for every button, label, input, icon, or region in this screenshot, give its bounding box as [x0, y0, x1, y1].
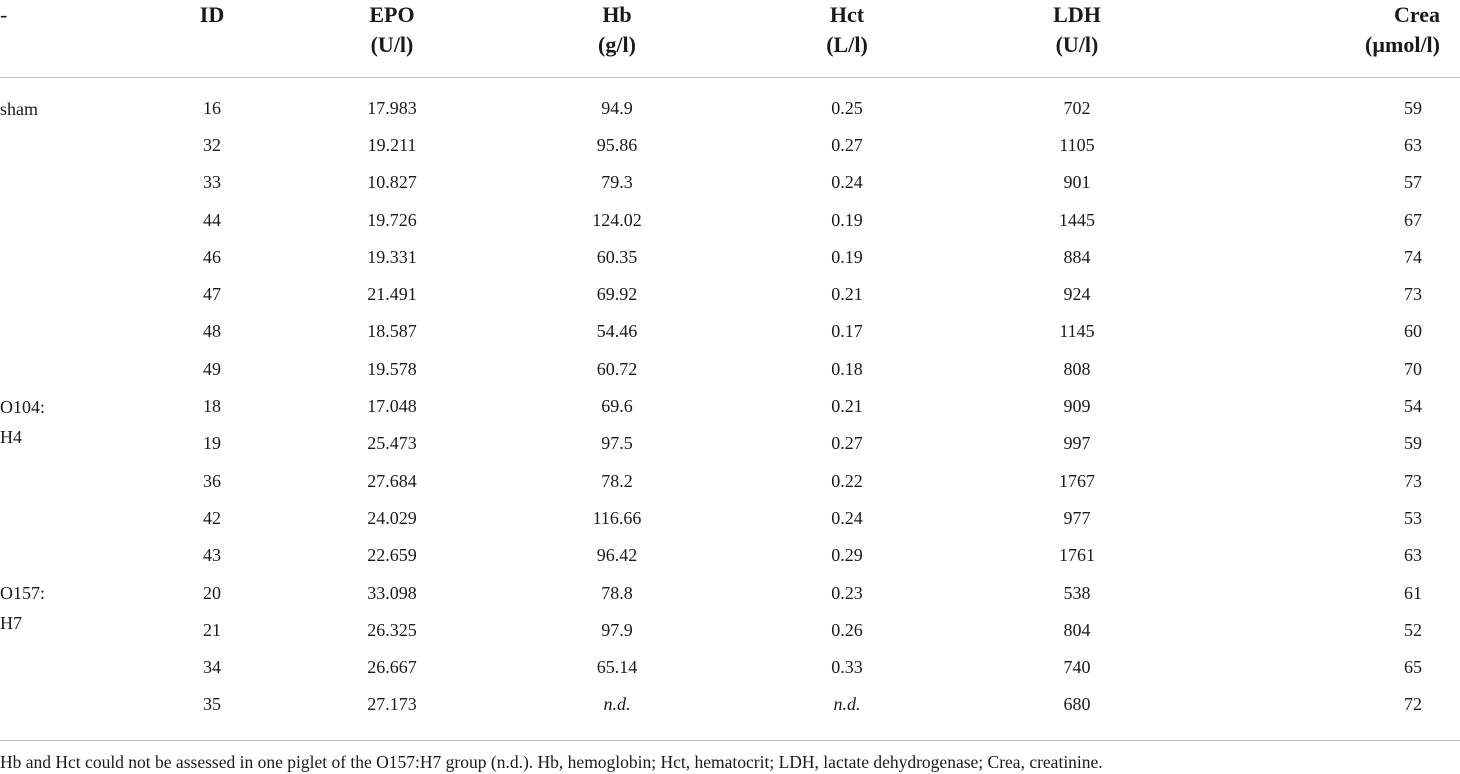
group-label: O104: — [0, 396, 45, 417]
cell-hb: 116.66 — [592, 507, 642, 528]
cell-hct: n.d. — [833, 694, 861, 715]
cell-hct: 0.27 — [831, 433, 863, 454]
table-row — [0, 425, 1460, 462]
cell-crea: 61 — [1404, 582, 1422, 603]
header-ldh-label: LDH — [1053, 2, 1101, 27]
table-row — [0, 239, 1460, 276]
header-hb — [472, 0, 702, 77]
cell-epo: 21.491 — [367, 284, 417, 305]
cell-id: 44 — [203, 209, 221, 230]
cell-id: 16 — [203, 97, 221, 118]
header-epo-unit: (U/l) — [370, 32, 414, 57]
cell-hb: 54.46 — [596, 321, 638, 342]
cell-ldh: 1445 — [1059, 209, 1095, 230]
cell-hct: 0.21 — [831, 396, 863, 417]
cell-epo: 33.098 — [367, 582, 417, 603]
cell-epo: 19.578 — [367, 358, 417, 379]
cell-hct: 0.19 — [831, 246, 863, 267]
cell-epo: 19.331 — [367, 246, 417, 267]
cell-hct: 0.17 — [831, 321, 863, 342]
cell-epo: 26.667 — [367, 657, 417, 678]
cell-hct: 0.29 — [831, 545, 863, 566]
cell-hb: 94.9 — [601, 97, 633, 118]
cell-ldh: 909 — [1063, 396, 1091, 417]
cell-id: 36 — [203, 470, 221, 491]
header-epo-label: EPO — [369, 2, 415, 27]
header-id-label: ID — [199, 2, 225, 27]
cell-ldh: 1761 — [1059, 545, 1095, 566]
cell-hct: 0.27 — [831, 134, 863, 155]
cell-hct: 0.25 — [831, 97, 863, 118]
table-row — [0, 462, 1460, 499]
header-hct-unit: (L/l) — [826, 32, 868, 57]
cell-epo: 27.173 — [367, 694, 417, 715]
cell-epo: 26.325 — [367, 619, 417, 640]
cell-epo: 24.029 — [367, 507, 417, 528]
body-spacer — [0, 77, 1460, 90]
cell-ldh: 740 — [1063, 657, 1091, 678]
header-ldh — [932, 0, 1162, 77]
cell-hct: 0.23 — [831, 582, 863, 603]
table-row — [0, 500, 1460, 537]
cell-epo: 19.211 — [367, 134, 417, 155]
header-hct — [702, 0, 932, 77]
cell-crea: 72 — [1404, 694, 1422, 715]
cell-hct: 0.26 — [831, 619, 863, 640]
cell-hb: 95.86 — [596, 134, 638, 155]
cell-id: 49 — [203, 358, 221, 379]
cell-crea: 53 — [1404, 507, 1422, 528]
cell-hb: 60.35 — [596, 246, 638, 267]
table-row — [0, 388, 1460, 425]
table-row — [0, 127, 1460, 164]
cell-ldh: 1767 — [1059, 470, 1095, 491]
cell-crea: 54 — [1404, 396, 1422, 417]
cell-hb: 69.6 — [601, 396, 633, 417]
cell-id: 32 — [203, 134, 221, 155]
group-label-cell — [0, 388, 112, 574]
cell-epo: 10.827 — [367, 172, 417, 193]
cell-id: 35 — [203, 694, 221, 715]
header-hb-label: Hb — [602, 2, 632, 27]
cell-ldh: 901 — [1063, 172, 1091, 193]
cell-epo: 25.473 — [367, 433, 417, 454]
cell-ldh: 977 — [1063, 507, 1091, 528]
cell-crea: 60 — [1404, 321, 1422, 342]
group-label: O157: — [0, 583, 45, 604]
cell-hct: 0.22 — [831, 470, 863, 491]
table-footnote: Hb and Hct could not be assessed in one piglet of the O157:H7 group (n.d.). Hb, hemoglobin; Hct, hematocrit; LDH, lactate dehydrogenase; Crea, creatinine. — [0, 752, 1103, 772]
cell-epo: 17.983 — [367, 97, 417, 118]
table-row — [0, 574, 1460, 611]
cell-epo: 17.048 — [367, 396, 417, 417]
cell-ldh: 1145 — [1059, 321, 1095, 342]
group-label-cell — [0, 574, 112, 723]
group-label-cell — [0, 90, 112, 388]
cell-crea: 74 — [1404, 246, 1422, 267]
table-row — [0, 276, 1460, 313]
table-row — [0, 686, 1460, 723]
group-label-suffix: H4 — [0, 426, 22, 447]
cell-id: 33 — [203, 172, 221, 193]
cell-crea: 73 — [1404, 470, 1422, 491]
header-hb-unit: (g/l) — [598, 32, 636, 57]
cell-epo: 18.587 — [367, 321, 417, 342]
cell-id: 46 — [203, 246, 221, 267]
group-label: sham — [0, 98, 38, 119]
cell-id: 47 — [203, 284, 221, 305]
header-row — [0, 0, 1460, 77]
cell-ldh: 538 — [1063, 582, 1091, 603]
cell-ldh: 924 — [1063, 284, 1091, 305]
cell-hb: n.d. — [603, 694, 631, 715]
cell-id: 43 — [203, 545, 221, 566]
cell-crea: 59 — [1404, 97, 1422, 118]
table-row — [0, 612, 1460, 649]
cell-crea: 63 — [1404, 545, 1422, 566]
cell-id: 34 — [203, 657, 221, 678]
cell-id: 42 — [203, 507, 221, 528]
table-row — [0, 351, 1460, 388]
cell-hb: 65.14 — [596, 657, 638, 678]
header-crea-label: Crea — [1393, 2, 1440, 27]
cell-ldh: 808 — [1063, 358, 1091, 379]
header-ldh-unit: (U/l) — [1055, 32, 1099, 57]
cell-hct: 0.24 — [831, 507, 863, 528]
cell-hct: 0.21 — [831, 284, 863, 305]
cell-hct: 0.33 — [831, 657, 863, 678]
cell-ldh: 1105 — [1059, 134, 1095, 155]
header-id — [112, 0, 272, 77]
cell-ldh: 804 — [1063, 619, 1091, 640]
group-label-suffix: H7 — [0, 613, 22, 634]
cell-crea: 59 — [1404, 433, 1422, 454]
cell-hb: 78.2 — [601, 470, 633, 491]
cell-id: 18 — [203, 396, 221, 417]
cell-hb: 69.92 — [596, 284, 638, 305]
cell-hb: 96.42 — [596, 545, 638, 566]
header-group — [0, 0, 112, 77]
cell-hb: 60.72 — [596, 358, 638, 379]
cell-id: 20 — [203, 582, 221, 603]
cell-hb: 124.02 — [592, 209, 642, 230]
table-row — [0, 313, 1460, 350]
cell-epo: 19.726 — [367, 209, 417, 230]
header-group-label: - — [0, 2, 8, 27]
table-row — [0, 649, 1460, 686]
footnote-divider — [0, 740, 1460, 741]
cell-id: 48 — [203, 321, 221, 342]
cell-crea: 57 — [1404, 172, 1422, 193]
cell-epo: 22.659 — [367, 545, 417, 566]
cell-id: 19 — [203, 433, 221, 454]
cell-ldh: 702 — [1063, 97, 1091, 118]
cell-crea: 63 — [1404, 134, 1422, 155]
table-row — [0, 537, 1460, 574]
header-epo — [272, 0, 472, 77]
cell-crea: 67 — [1404, 209, 1422, 230]
cell-crea: 73 — [1404, 284, 1422, 305]
cell-hb: 78.8 — [601, 582, 633, 603]
header-crea — [1162, 0, 1460, 77]
cell-hct: 0.19 — [831, 209, 863, 230]
table-row — [0, 90, 1460, 127]
table-row — [0, 164, 1460, 201]
cell-hb: 97.5 — [601, 433, 633, 454]
table-row — [0, 201, 1460, 238]
cell-hct: 0.18 — [831, 358, 863, 379]
cell-hct: 0.24 — [831, 172, 863, 193]
cell-crea: 65 — [1404, 657, 1422, 678]
cell-hb: 97.9 — [601, 619, 633, 640]
cell-crea: 52 — [1404, 619, 1422, 640]
cell-epo: 27.684 — [367, 470, 417, 491]
cell-crea: 70 — [1404, 358, 1422, 379]
header-crea-unit: (µmol/l) — [1365, 32, 1440, 57]
cell-hb: 79.3 — [601, 172, 633, 193]
cell-ldh: 997 — [1063, 433, 1091, 454]
table-body — [0, 77, 1460, 724]
cell-ldh: 680 — [1063, 694, 1091, 715]
cell-ldh: 884 — [1063, 246, 1091, 267]
header-hct-label: Hct — [829, 2, 865, 27]
cell-id: 21 — [203, 619, 221, 640]
